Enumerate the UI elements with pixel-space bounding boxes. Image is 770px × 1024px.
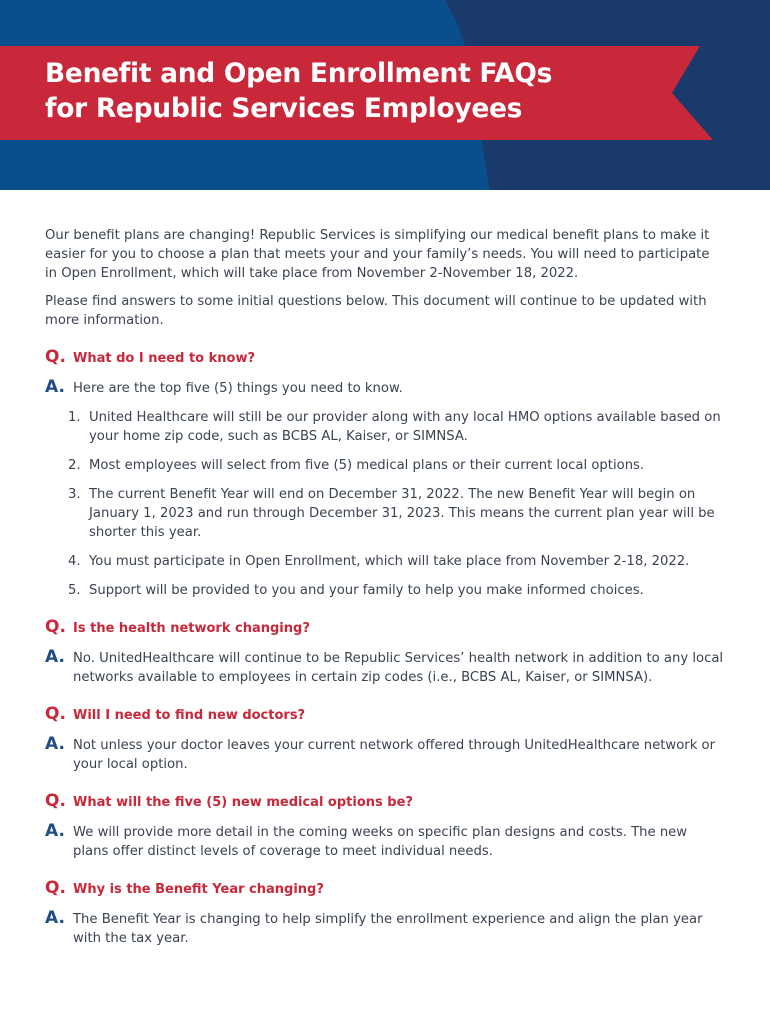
question-marker: Q. — [45, 791, 66, 811]
list-number: 4. — [68, 554, 81, 569]
list-item — [68, 456, 725, 475]
faq-item-3 — [45, 704, 725, 774]
intro-paragraph-1: Our benefit plans are changing! Republic Services is simplifying our medical benefit plans to make it easier for you to choose a plan that meets your and your family’s needs. You will need to participate in Open Enrollment, which will take place from November 2-November 18, 2022. — [45, 228, 710, 281]
answer-marker: A. — [45, 377, 65, 397]
question-row — [45, 617, 725, 638]
answer-marker: A. — [45, 647, 65, 667]
page-title — [45, 56, 552, 126]
list-item — [68, 581, 725, 600]
question-row — [45, 704, 725, 725]
question-marker: Q. — [45, 878, 66, 898]
answer-text: The Benefit Year is changing to help simplify the enrollment experience and align the plan year with the tax year. — [73, 912, 703, 946]
question-text: What do I need to know? — [73, 351, 256, 366]
answer-row — [45, 908, 725, 948]
question-row — [45, 878, 725, 899]
list-text: The current Benefit Year will end on December 31, 2022. The new Benefit Year will begin on January 1, 2023 and run through December 31, 2023. This means the current plan year will be shorter this year. — [89, 487, 715, 540]
list-item — [68, 552, 725, 571]
document-body — [45, 226, 725, 948]
intro-paragraph-2: Please find answers to some initial questions below. This document will continue to be updated with more information. — [45, 294, 707, 328]
list-item — [68, 485, 725, 542]
question-text: Is the health network changing? — [73, 621, 310, 636]
list-number: 3. — [68, 487, 81, 502]
answer-row — [45, 377, 725, 398]
answer-text: We will provide more detail in the coming weeks on specific plan designs and costs. The new plans offer distinct levels of coverage to meet individual needs. — [73, 825, 688, 859]
list-item — [68, 408, 725, 446]
question-marker: Q. — [45, 347, 66, 367]
title-line-2: for Republic Services Employees — [45, 93, 523, 124]
faq-item-4 — [45, 791, 725, 861]
question-text: Will I need to find new doctors? — [73, 708, 306, 723]
answer-row — [45, 734, 725, 774]
title-line-1: Benefit and Open Enrollment FAQs — [45, 58, 553, 89]
answer-row — [45, 647, 725, 687]
question-text: Why is the Benefit Year changing? — [73, 882, 324, 897]
question-text: What will the five (5) new medical options be? — [73, 795, 413, 810]
faq-item-5 — [45, 878, 725, 948]
answer-text: Not unless your doctor leaves your current network offered through UnitedHealthcare network or your local option. — [73, 738, 716, 772]
list-text: Support will be provided to you and your family to help you make informed choices. — [89, 583, 644, 598]
question-row — [45, 347, 725, 368]
list-text: United Healthcare will still be our provider along with any local HMO options available based on your home zip code, such as BCBS AL, Kaiser, or SIMNSA. — [89, 410, 721, 444]
answer-marker: A. — [45, 908, 65, 928]
question-marker: Q. — [45, 617, 66, 637]
answer-marker: A. — [45, 821, 65, 841]
list-number: 1. — [68, 410, 81, 425]
list-text: You must participate in Open Enrollment, which will take place from November 2-18, 2022. — [89, 554, 690, 569]
answer-text: No. UnitedHealthcare will continue to be Republic Services’ health network in addition to any local networks available to employees in certain zip codes (i.e., BCBS AL, Kaiser, or SIMNSA). — [73, 651, 724, 685]
question-row — [45, 791, 725, 812]
faq-item-1 — [45, 347, 725, 600]
top-five-list — [45, 408, 725, 600]
list-text: Most employees will select from five (5) medical plans or their current local options. — [89, 458, 645, 473]
answer-marker: A. — [45, 734, 65, 754]
answer-text: Here are the top five (5) things you need to know. — [73, 381, 403, 396]
answer-row — [45, 821, 725, 861]
faq-item-2 — [45, 617, 725, 687]
list-number: 2. — [68, 458, 81, 473]
header-banner — [0, 0, 770, 190]
question-marker: Q. — [45, 704, 66, 724]
list-number: 5. — [68, 583, 81, 598]
